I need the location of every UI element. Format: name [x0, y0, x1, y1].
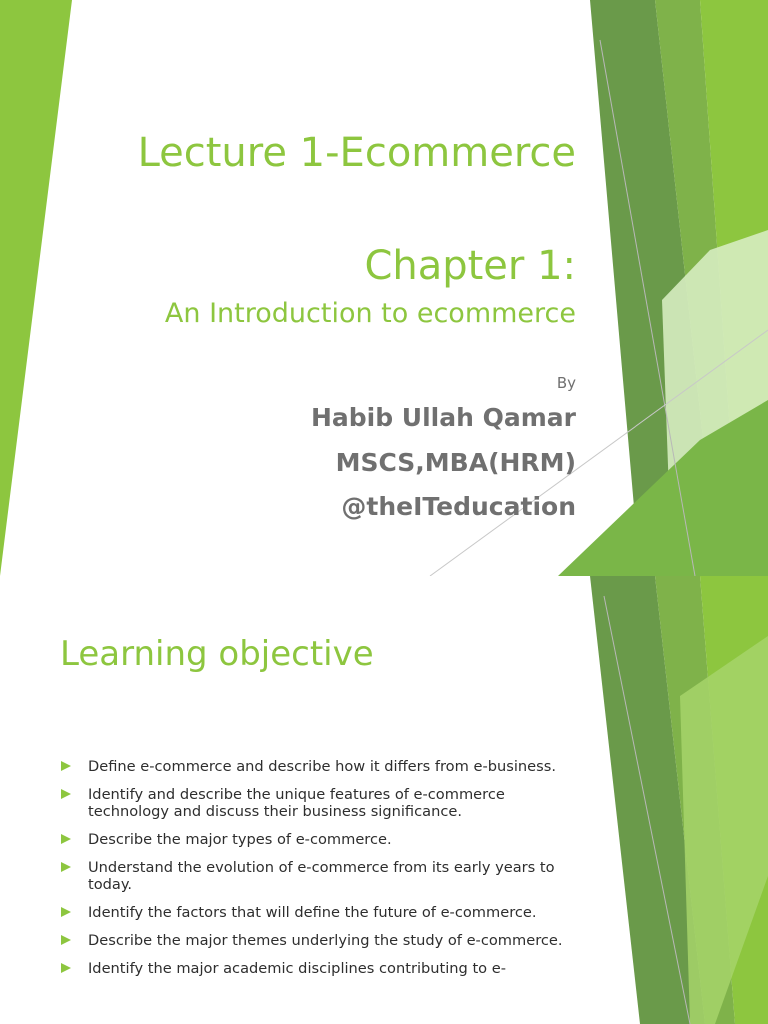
objectives-list	[60, 758, 580, 988]
left-green-wedge	[0, 0, 72, 576]
objective-text: Describe the major themes underlying the study of e-commerce.	[88, 932, 563, 949]
triangle-right-icon	[61, 862, 71, 872]
triangle-right-icon	[61, 834, 71, 844]
chapter-heading: Chapter 1:	[364, 243, 576, 289]
list-item	[60, 758, 580, 775]
slide-title: Learning objective	[60, 634, 374, 674]
list-item	[60, 960, 580, 977]
chapter-subtitle: An Introduction to ecommerce	[164, 298, 576, 329]
objective-text: Identify the major academic disciplines contributing to e-	[88, 960, 506, 977]
triangle-right-icon	[61, 935, 71, 945]
objective-text: Define e-commerce and describe how it differs from e-business.	[88, 758, 556, 775]
list-item	[60, 831, 580, 848]
list-item	[60, 786, 580, 820]
triangle-right-icon	[61, 907, 71, 917]
objective-text: Identify and describe the unique features of e-commerce technology and discuss their business significance.	[88, 786, 505, 820]
author-handle: @theITeducation	[341, 492, 576, 521]
slide-title: Lecture 1-Ecommerce	[137, 130, 576, 176]
objective-text: Identify the factors that will define the future of e-commerce.	[88, 904, 537, 921]
objective-text: Describe the major types of e-commerce.	[88, 831, 392, 848]
author-name: Habib Ullah Qamar	[310, 403, 576, 432]
triangle-right-icon	[61, 963, 71, 973]
list-item	[60, 904, 580, 921]
author-credentials: MSCS,MBA(HRM)	[335, 448, 576, 477]
triangle-right-icon	[61, 761, 71, 771]
objectives-slide	[0, 576, 768, 1024]
by-label: By	[556, 374, 576, 392]
list-item	[60, 932, 580, 949]
objective-text: Understand the evolution of e-commerce from its early years to today.	[88, 859, 555, 893]
list-item	[60, 859, 580, 893]
triangle-right-icon	[61, 789, 71, 799]
